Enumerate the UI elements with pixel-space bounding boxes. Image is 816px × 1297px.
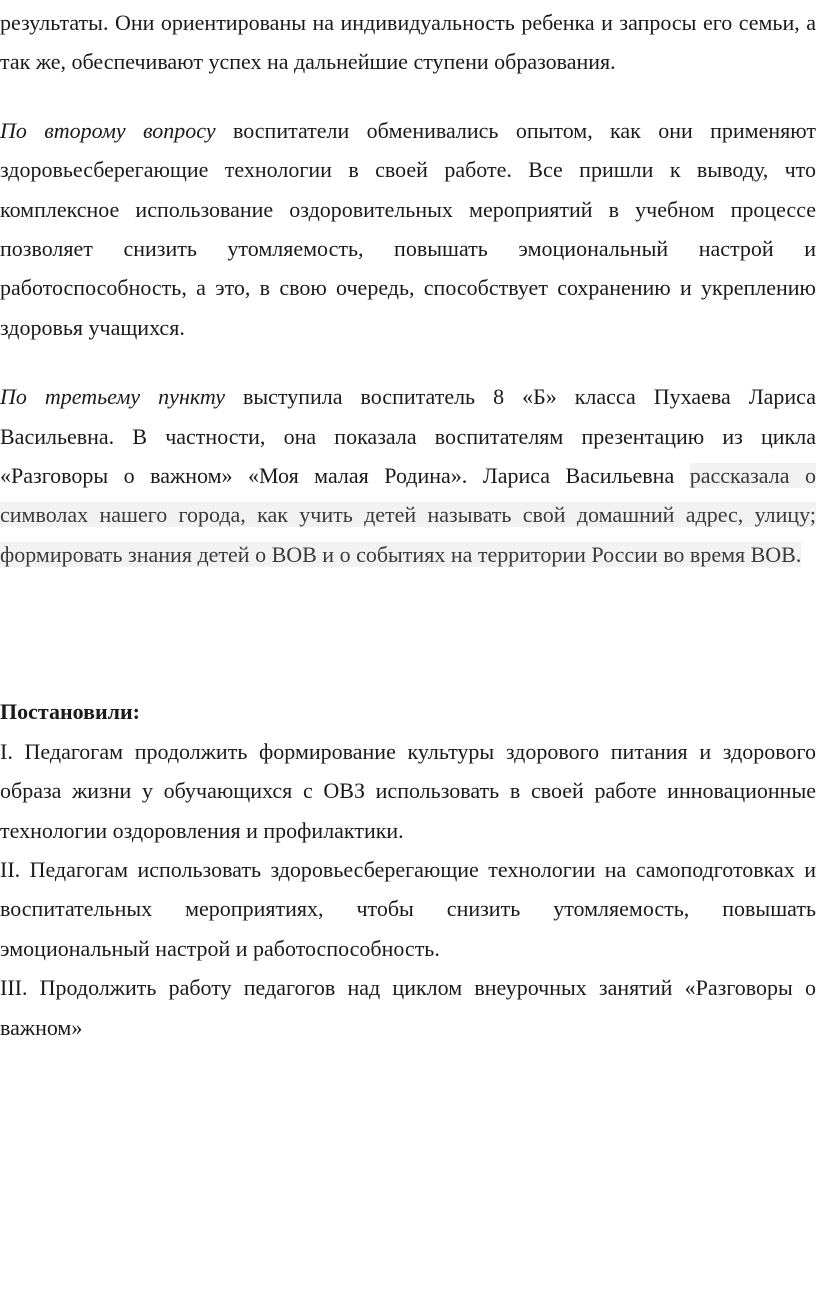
paragraph-results: [0, 3, 816, 82]
third-point-text: выступила воспитатель 8 «Б» класса Пухаева Лариса Васильевна. В частности, она показала воспитателям презентацию из цикла «Разговоры о важном» «Моя малая Родина». Лариса Васильевна: [0, 384, 816, 489]
resolution-heading: Постановили:: [0, 699, 140, 725]
second-question-text: воспитатели обменивались опытом, как они применяют здоровьесберегающие технологии в своей работе. Все пришли к выводу, что комплексное использование оздоровительных мероприятий в учебном процессе позволяет снизить утомляемость, повышать эмоциональный настрой и работоспособность, а это, в свою очередь, способствует сохранению и укреплению здоровья учащихся.: [0, 117, 816, 340]
resolution-item-2: II. Педагогам использовать здоровьесберегающие технологии на самоподготовках и воспитательных мероприятиях, чтобы снизить утомляемость, повышать эмоциональный настрой и работоспособность.: [0, 856, 816, 961]
paragraph-second-question: [0, 111, 816, 347]
paragraph-third-point: [0, 377, 816, 574]
third-point-highlighted-text: рассказала о символах нашего города, как учить детей называть свой домашний адрес, улицу; формировать знания детей о ВОВ и о событиях на территории России во время ВОВ.: [0, 463, 816, 567]
paragraph-results-text: результаты. Они ориентированы на индивидуальность ребенка и запросы его семьи, а так же, обеспечивают успех на дальнейшие ступени образования.: [0, 10, 816, 75]
resolution-item-3: III. Продолжить работу педагогов над циклом внеурочных занятий «Разговоры о важном»: [0, 975, 816, 1040]
second-question-lead: По второму вопросу: [0, 117, 216, 143]
third-point-lead: По третьему пункту: [0, 384, 225, 410]
resolution-item-1: I. Педагогам продолжить формирование культуры здорового питания и здорового образа жизни у обучающихся с ОВЗ использовать в своей работе инновационные технологии оздоровления и профилактики.: [0, 738, 816, 843]
